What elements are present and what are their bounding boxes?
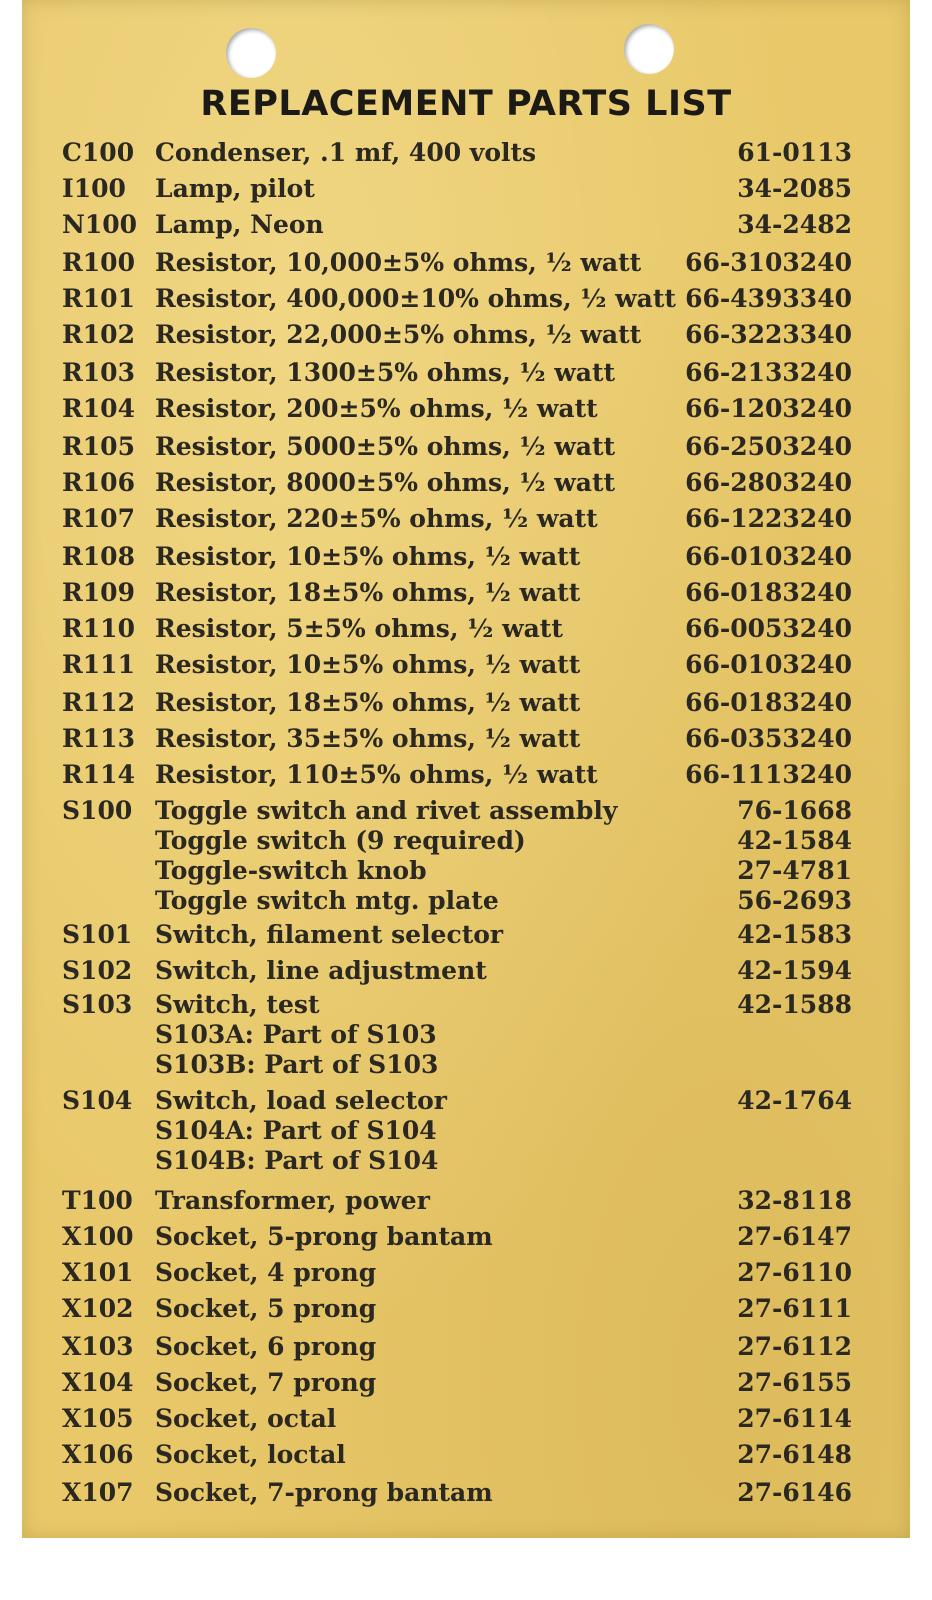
description-line: Switch, line adjustment <box>155 956 487 985</box>
description-line: Resistor, 400,000±10% ohms, ½ watt <box>155 284 676 313</box>
description-line: Resistor, 18±5% ohms, ½ watt <box>155 578 581 607</box>
part-description <box>155 1222 493 1252</box>
description-line: Lamp, pilot <box>155 174 315 203</box>
part-number-line: 42-1764 <box>737 1086 852 1115</box>
part-description <box>155 358 615 388</box>
part-number-line: 34-2085 <box>737 174 852 203</box>
part-description <box>155 468 615 498</box>
part-number-line: 66-0183240 <box>685 578 852 607</box>
description-line: Resistor, 10±5% ohms, ½ watt <box>155 542 581 571</box>
part-ref: R104 <box>62 394 135 423</box>
part-number-line: 27-6110 <box>737 1258 852 1287</box>
part-number <box>737 1332 852 1362</box>
part-number-line: 27-6112 <box>737 1332 852 1361</box>
part-number-line: 32-8118 <box>737 1186 852 1215</box>
part-number-line: 66-1223240 <box>685 504 852 533</box>
description-line: Socket, octal <box>155 1404 337 1433</box>
description-line: Socket, 7-prong bantam <box>155 1478 493 1507</box>
description-line: Resistor, 200±5% ohms, ½ watt <box>155 394 598 423</box>
part-number <box>737 1222 852 1252</box>
part-description <box>155 504 598 534</box>
part-number <box>685 284 852 314</box>
description-line: Socket, 5-prong bantam <box>155 1222 493 1251</box>
part-description <box>155 578 580 608</box>
part-number-line: 66-3223340 <box>685 320 852 349</box>
description-line: Resistor, 220±5% ohms, ½ watt <box>155 504 598 533</box>
part-number <box>685 578 852 608</box>
part-number-line: 27-6147 <box>737 1222 852 1251</box>
part-number <box>685 358 852 388</box>
description-line: Resistor, 18±5% ohms, ½ watt <box>155 688 581 717</box>
part-ref: X100 <box>62 1222 134 1251</box>
punch-hole-right <box>624 24 674 74</box>
part-ref: R108 <box>62 542 135 571</box>
description-line: Switch, filament selector <box>155 920 504 949</box>
description-line: Lamp, Neon <box>155 210 324 239</box>
part-number-line: 42-1588 <box>737 990 852 1019</box>
part-number-line: 66-0353240 <box>685 724 852 753</box>
part-description <box>155 1478 493 1508</box>
description-line: Resistor, 10±5% ohms, ½ watt <box>155 650 581 679</box>
part-ref: S103 <box>62 990 133 1019</box>
part-number <box>737 1404 852 1434</box>
part-ref: R109 <box>62 578 135 607</box>
part-description <box>155 432 615 462</box>
part-description <box>155 1186 430 1216</box>
part-number <box>737 210 852 240</box>
part-ref: X107 <box>62 1478 134 1507</box>
part-description <box>155 248 641 278</box>
part-number <box>685 320 852 350</box>
part-ref: R103 <box>62 358 135 387</box>
part-ref: X101 <box>62 1258 134 1287</box>
description-line: Socket, loctal <box>155 1440 346 1469</box>
description-line: Switch, test <box>155 990 320 1019</box>
part-ref: R113 <box>62 724 135 753</box>
part-number <box>737 174 852 204</box>
part-description <box>155 796 617 916</box>
description-line: Resistor, 35±5% ohms, ½ watt <box>155 724 581 753</box>
part-number <box>685 650 852 680</box>
part-ref: S104 <box>62 1086 133 1115</box>
part-number <box>685 248 852 278</box>
part-description <box>155 138 536 168</box>
part-ref: R111 <box>62 650 135 679</box>
part-number <box>685 394 852 424</box>
description-line: S104B: Part of S104 <box>155 1146 439 1175</box>
part-ref: X105 <box>62 1404 134 1433</box>
part-number-line: 61-0113 <box>737 138 852 167</box>
description-line: Switch, load selector <box>155 1086 447 1115</box>
part-number-line: 66-1203240 <box>685 394 852 423</box>
description-line: Socket, 4 prong <box>155 1258 377 1287</box>
part-ref: C100 <box>62 138 135 167</box>
part-description <box>155 990 438 1080</box>
part-ref: R101 <box>62 284 135 313</box>
part-number-line: 27-6146 <box>737 1478 852 1507</box>
part-number-line: 66-0103240 <box>685 650 852 679</box>
part-ref: R114 <box>62 760 135 789</box>
part-ref: X103 <box>62 1332 134 1361</box>
part-description <box>155 320 641 350</box>
part-ref: X106 <box>62 1440 134 1469</box>
description-line: Resistor, 110±5% ohms, ½ watt <box>155 760 598 789</box>
part-number-line: 66-2133240 <box>685 358 852 387</box>
part-number-line: 66-0053240 <box>685 614 852 643</box>
part-number-line: 66-0103240 <box>685 542 852 571</box>
punch-hole-left <box>226 28 276 78</box>
part-number-line: 66-0183240 <box>685 688 852 717</box>
part-number-line: 27-6114 <box>737 1404 852 1433</box>
part-ref: I100 <box>62 174 126 203</box>
part-number-line: 27-4781 <box>737 856 852 885</box>
part-description <box>155 650 580 680</box>
description-line: Toggle switch (9 required) <box>155 826 526 855</box>
part-ref: X104 <box>62 1368 134 1397</box>
part-ref: R105 <box>62 432 135 461</box>
part-number <box>685 504 852 534</box>
part-description <box>155 1258 376 1288</box>
part-description <box>155 1332 376 1362</box>
part-number-line: 66-1113240 <box>685 760 852 789</box>
part-number <box>685 688 852 718</box>
description-line: Toggle switch and rivet assembly <box>155 796 618 825</box>
part-description <box>155 394 598 424</box>
part-ref: R112 <box>62 688 135 717</box>
part-ref: S100 <box>62 796 133 825</box>
part-description <box>155 614 563 644</box>
part-description <box>155 920 503 950</box>
part-ref: S101 <box>62 920 133 949</box>
part-number <box>685 760 852 790</box>
part-description <box>155 174 315 204</box>
part-number-line: 27-6148 <box>737 1440 852 1469</box>
part-description <box>155 284 676 314</box>
part-number-line: 34-2482 <box>737 210 852 239</box>
part-ref: T100 <box>62 1186 133 1215</box>
part-number-line: 42-1594 <box>737 956 852 985</box>
part-number <box>737 1478 852 1508</box>
part-number-line: 27-6155 <box>737 1368 852 1397</box>
part-number <box>685 724 852 754</box>
part-description <box>155 956 487 986</box>
part-number-line: 66-3103240 <box>685 248 852 277</box>
part-number-line: 27-6111 <box>737 1294 852 1323</box>
part-description <box>155 1404 336 1434</box>
description-line: Socket, 6 prong <box>155 1332 377 1361</box>
part-number-line: 66-2503240 <box>685 432 852 461</box>
description-line: Resistor, 1300±5% ohms, ½ watt <box>155 358 616 387</box>
part-ref: N100 <box>62 210 138 239</box>
part-description <box>155 1294 376 1324</box>
part-number-line: 76-1668 <box>737 796 852 825</box>
part-number <box>737 1368 852 1398</box>
description-line: Transformer, power <box>155 1186 430 1215</box>
description-line: Condenser, .1 mf, 400 volts <box>155 138 537 167</box>
part-description <box>155 760 598 790</box>
part-number <box>685 468 852 498</box>
part-number <box>685 614 852 644</box>
part-description <box>155 688 580 718</box>
part-number-line: 66-2803240 <box>685 468 852 497</box>
part-description <box>155 1440 346 1470</box>
description-line: Resistor, 10,000±5% ohms, ½ watt <box>155 248 642 277</box>
part-number <box>737 138 852 168</box>
description-line: Toggle switch mtg. plate <box>155 886 499 915</box>
part-number <box>737 1294 852 1324</box>
description-line: Resistor, 5±5% ohms, ½ watt <box>155 614 563 643</box>
part-number-line: 66-4393340 <box>685 284 852 313</box>
part-number <box>737 920 852 950</box>
description-line: S103B: Part of S103 <box>155 1050 439 1079</box>
part-number <box>737 1440 852 1470</box>
part-ref: R100 <box>62 248 135 277</box>
part-description <box>155 1086 447 1176</box>
description-line: Resistor, 5000±5% ohms, ½ watt <box>155 432 616 461</box>
description-line: Socket, 5 prong <box>155 1294 377 1323</box>
part-description <box>155 724 580 754</box>
part-description <box>155 1368 376 1398</box>
part-ref: S102 <box>62 956 133 985</box>
part-ref: X102 <box>62 1294 134 1323</box>
part-ref: R102 <box>62 320 135 349</box>
description-line: S103A: Part of S103 <box>155 1020 437 1049</box>
part-ref: R107 <box>62 504 135 533</box>
description-line: S104A: Part of S104 <box>155 1116 437 1145</box>
part-number <box>737 956 852 986</box>
part-number <box>685 432 852 462</box>
part-description <box>155 210 324 240</box>
part-number <box>685 542 852 572</box>
part-number-line: 42-1584 <box>737 826 852 855</box>
part-number-line: 42-1583 <box>737 920 852 949</box>
part-number <box>737 1186 852 1216</box>
part-ref: R110 <box>62 614 135 643</box>
part-number <box>737 990 852 1020</box>
part-number <box>737 796 852 916</box>
part-number-line: 56-2693 <box>737 886 852 915</box>
description-line: Resistor, 8000±5% ohms, ½ watt <box>155 468 616 497</box>
part-description <box>155 542 580 572</box>
part-ref: R106 <box>62 468 135 497</box>
description-line: Socket, 7 prong <box>155 1368 377 1397</box>
description-line: Toggle-switch knob <box>155 856 427 885</box>
page-title: REPLACEMENT PARTS LIST <box>200 84 732 124</box>
part-number <box>737 1086 852 1116</box>
part-number <box>737 1258 852 1288</box>
description-line: Resistor, 22,000±5% ohms, ½ watt <box>155 320 642 349</box>
